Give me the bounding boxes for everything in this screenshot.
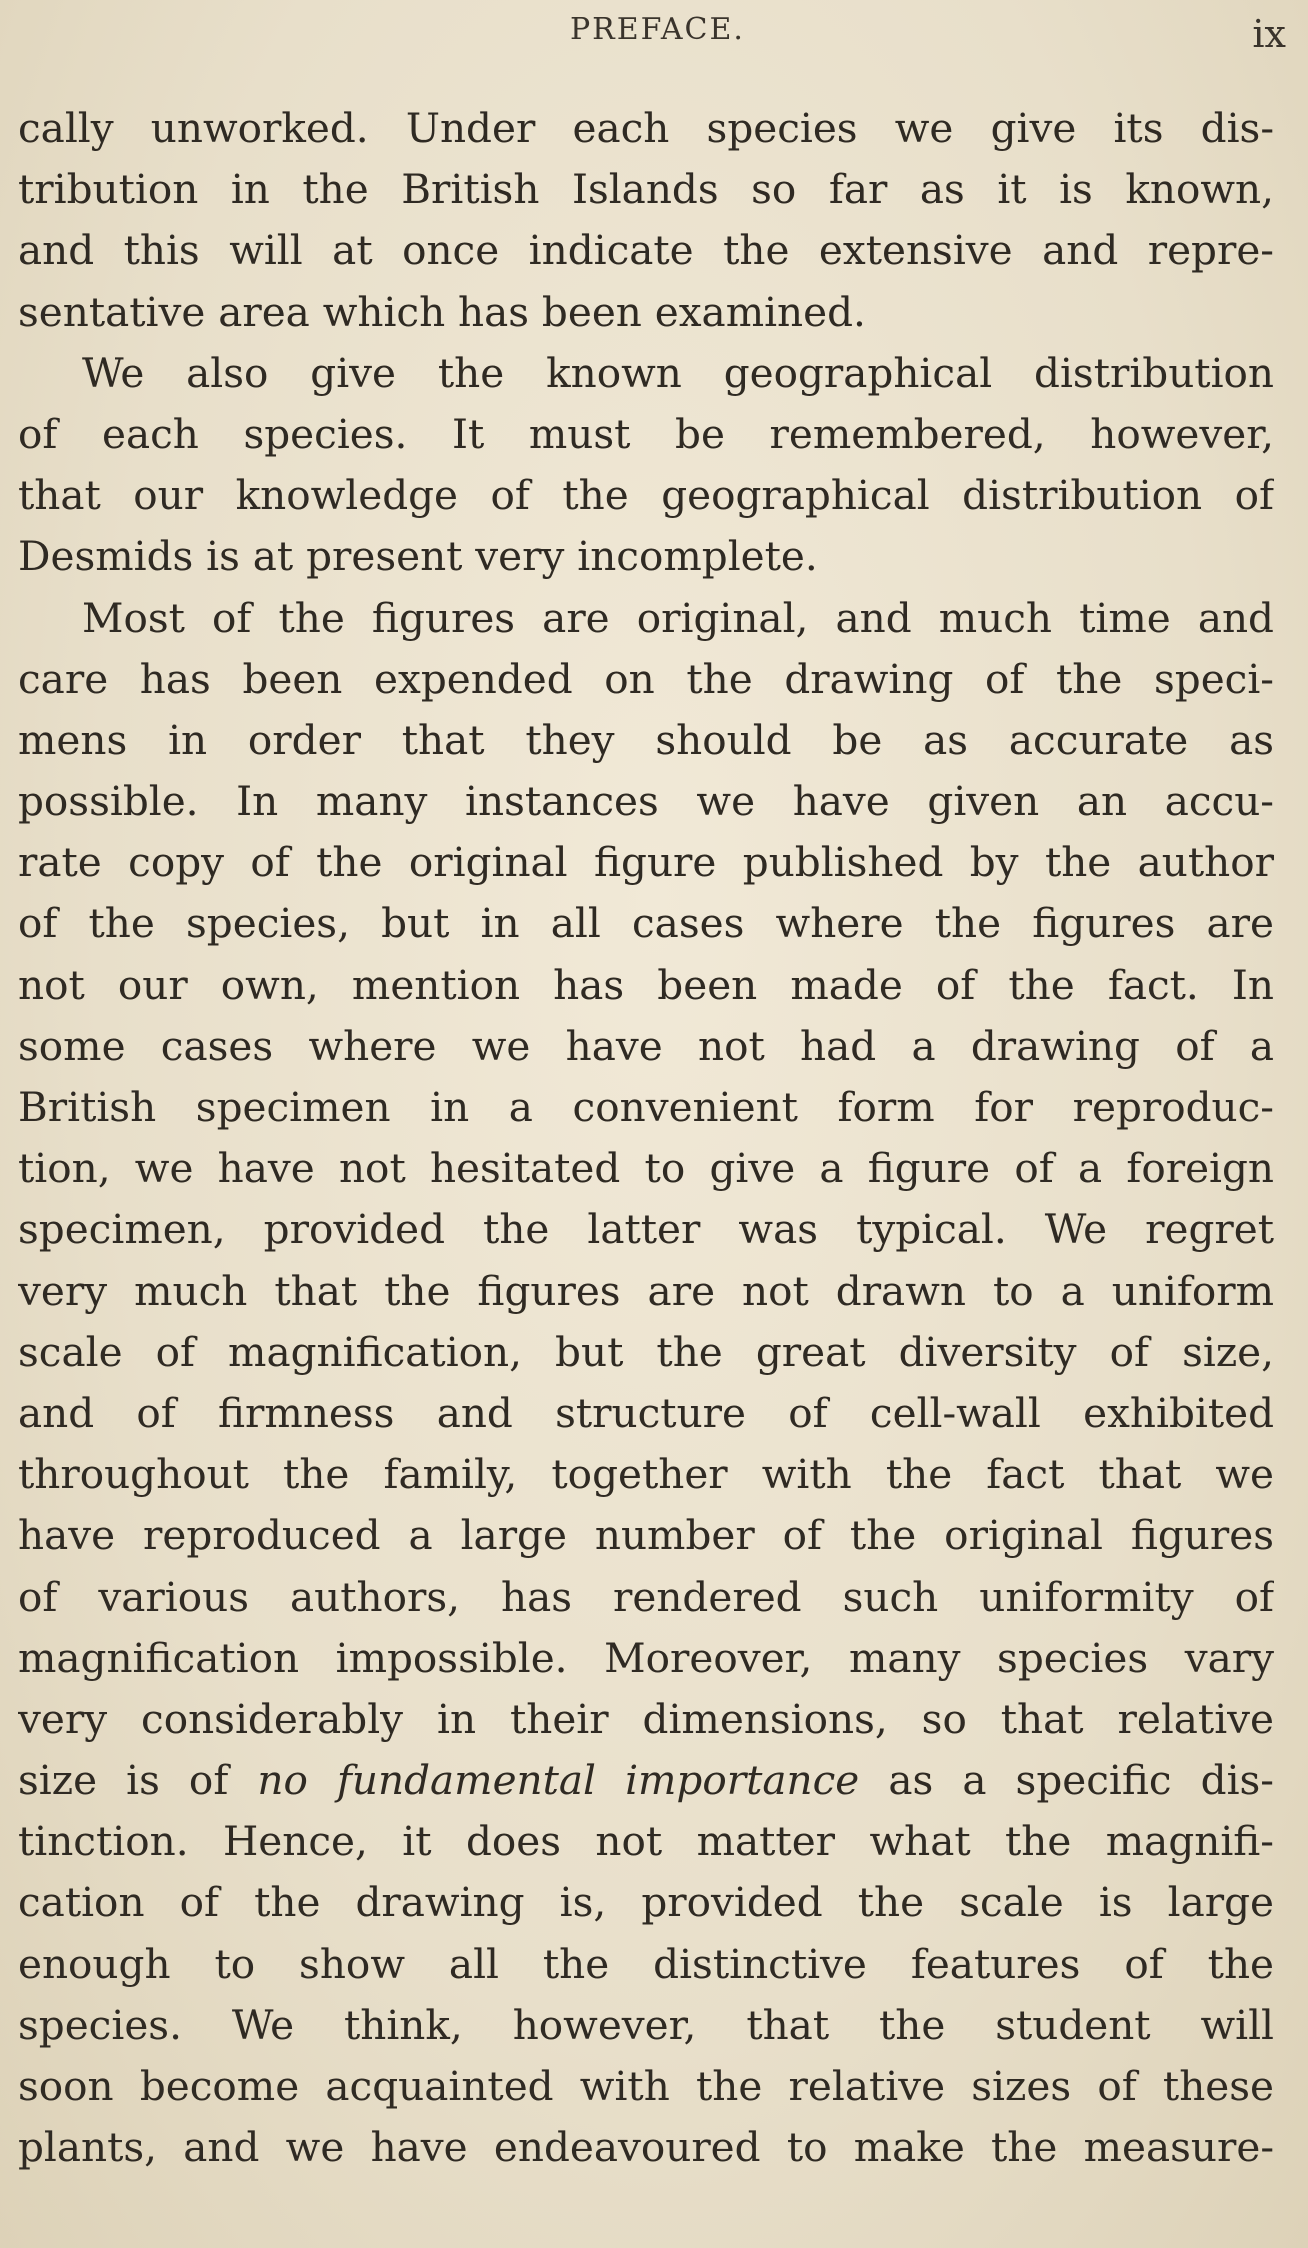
text-line: of various authors, has rendered such uniformity of	[18, 1572, 1274, 1621]
text-line: very much that the figures are not drawn to a uniform	[18, 1266, 1274, 1315]
text-line: tinction. Hence, it does not matter what the magnifi-	[18, 1817, 1274, 1866]
text-line: soon become acquainted with the relative sizes of these	[18, 2062, 1274, 2110]
text-line: British specimen in a convenient form for reproduc-	[18, 1083, 1274, 1131]
text-line: tribution in the British Islands so far as it is known,	[18, 165, 1274, 214]
text-line: throughout the family, together with the fact that we	[18, 1450, 1274, 1499]
line-suffix: as a specific dis-	[859, 1756, 1274, 1805]
text-line: of each species. It must be remembered, however,	[18, 409, 1274, 458]
text-line: plants, and we have endeavoured to make the measure-	[18, 2123, 1274, 2172]
paragraph-first-line: We also give the known geographical distribution	[82, 348, 1274, 397]
paragraph-first-line: Most of the figures are original, and much time and	[82, 593, 1274, 642]
text-line: have reproduced a large number of the original figures	[18, 1511, 1274, 1560]
text-line: and this will at once indicate the extensive and repre-	[18, 226, 1274, 275]
text-line: mens in order that they should be as accurate as	[18, 715, 1274, 764]
text-line: sentative area which has been examined.	[18, 287, 866, 336]
text-line: of the species, but in all cases where the figures are	[18, 899, 1274, 948]
text-line: rate copy of the original figure published by the author	[18, 838, 1274, 887]
italic-emphasis: no fundamental importance	[257, 1756, 860, 1805]
text-line: species. We think, however, that the student will	[18, 2000, 1274, 2049]
text-line: Desmids is at present very incomplete.	[18, 532, 818, 581]
text-line-with-emphasis	[18, 1750, 1274, 1811]
text-line: some cases where we have not had a drawing of a	[18, 1021, 1274, 1070]
text-line: cally unworked. Under each species we give its dis-	[18, 104, 1274, 152]
text-line: possible. In many instances we have given an accu-	[18, 777, 1274, 826]
line-prefix: size is of	[18, 1756, 258, 1805]
text-line: enough to show all the distinctive features of the	[18, 1939, 1274, 1988]
page-number: ix	[1252, 12, 1286, 56]
text-line: specimen, provided the latter was typical. We regret	[18, 1205, 1274, 1254]
body-text	[18, 98, 1274, 2178]
running-title: PREFACE.	[570, 12, 745, 47]
running-head	[0, 8, 1308, 58]
text-line: cation of the drawing is, provided the scale is large	[18, 1878, 1274, 1927]
text-line: that our knowledge of the geographical distribution of	[18, 471, 1274, 520]
text-line: care has been expended on the drawing of the speci-	[18, 654, 1274, 703]
text-line: very considerably in their dimensions, so that relative	[18, 1694, 1274, 1743]
text-line: tion, we have not hesitated to give a figure of a foreign	[18, 1144, 1274, 1193]
text-line: scale of magnification, but the great diversity of size,	[18, 1327, 1274, 1376]
text-line: and of firmness and structure of cell-wall exhibited	[18, 1388, 1274, 1437]
text-line: not our own, mention has been made of the fact. In	[18, 960, 1274, 1009]
text-line: magnification impossible. Moreover, many species vary	[18, 1633, 1274, 1682]
